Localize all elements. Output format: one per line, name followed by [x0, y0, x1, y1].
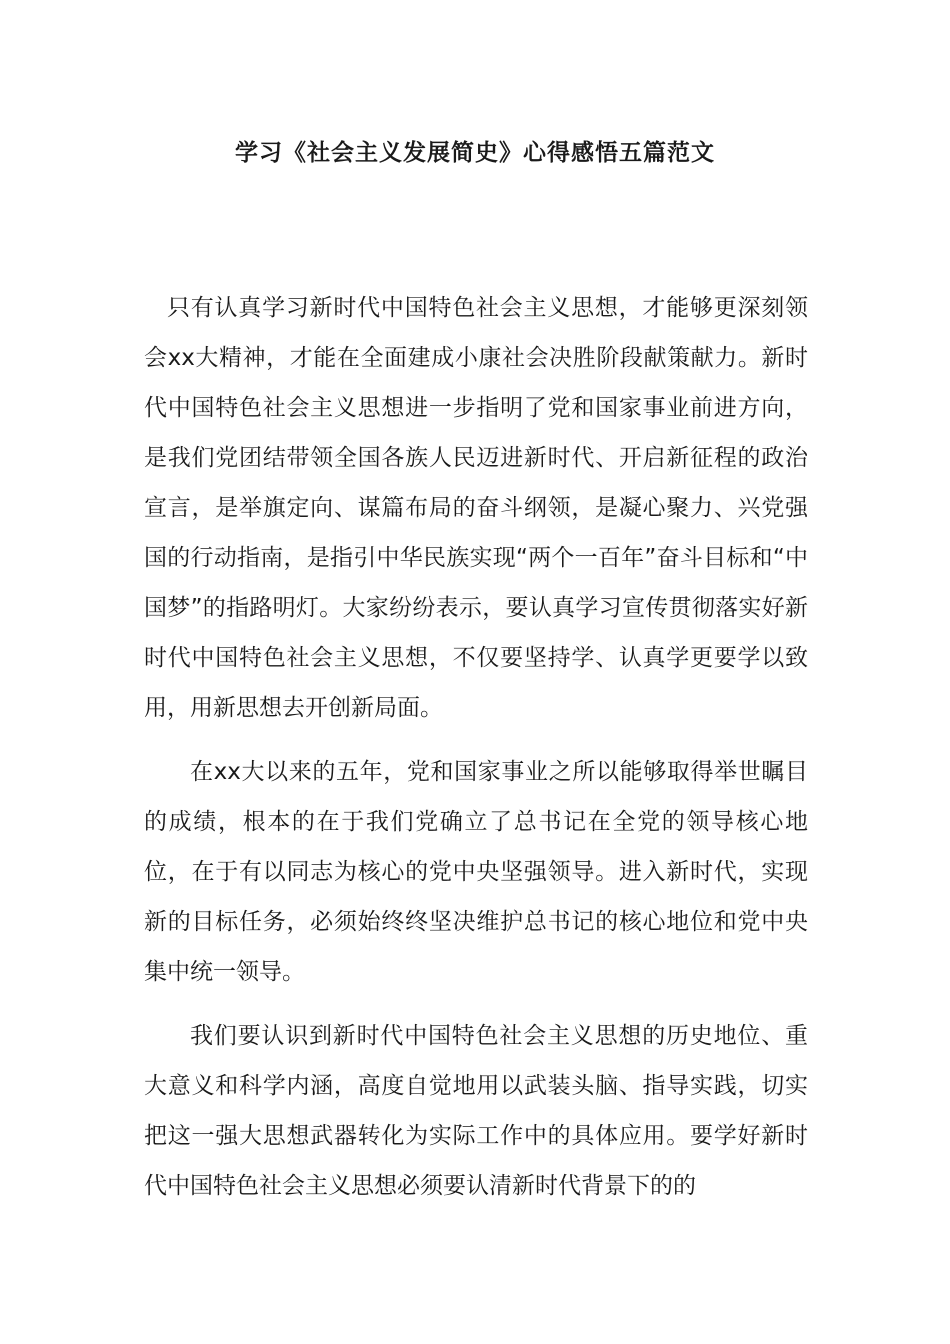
- paragraph: 只有认真学习新时代中国特色社会主义思想，才能够更深刻领会xx大精神，才能在全面建成小康社会决胜阶段献策献力。新时代中国特色社会主义思想进一步指明了党和国家事业前进方向，是我们党团结带领全国各族人民迈进新时代、开启新征程的政治宣言，是举旗定向、谋篇布局的奋斗纲领，是凝心聚力、兴党强国的行动指南，是指引中华民族实现“两个一百年”奋斗目标和“中国梦”的指路明灯。大家纷纷表示，要认真学习宣传贯彻落实好新时代中国特色社会主义思想，不仅要坚持学、认真学更要学以致用，用新思想去开创新局面。: [144, 295, 808, 721]
- document-title: 学习《社会主义发展简史》心得感悟五篇范文: [235, 140, 715, 166]
- paragraph: 我们要认识到新时代中国特色社会主义思想的历史地位、重大意义和科学内涵，高度自觉地用以武装头脑、指导实践，切实把这一强大思想武器转化为实际工作中的具体应用。要学好新时代中国特色社会主义思想必须要认清新时代背景下的的: [144, 1023, 808, 1199]
- paragraph: 在xx大以来的五年，党和国家事业之所以能够取得举世瞩目的成绩，根本的在于我们党确立了总书记在全党的领导核心地位，在于有以同志为核心的党中央坚强领导。进入新时代，实现新的目标任务，必须始终终坚决维护总书记的核心地位和党中央集中统一领导。: [144, 759, 808, 985]
- document-body: [144, 283, 808, 1225]
